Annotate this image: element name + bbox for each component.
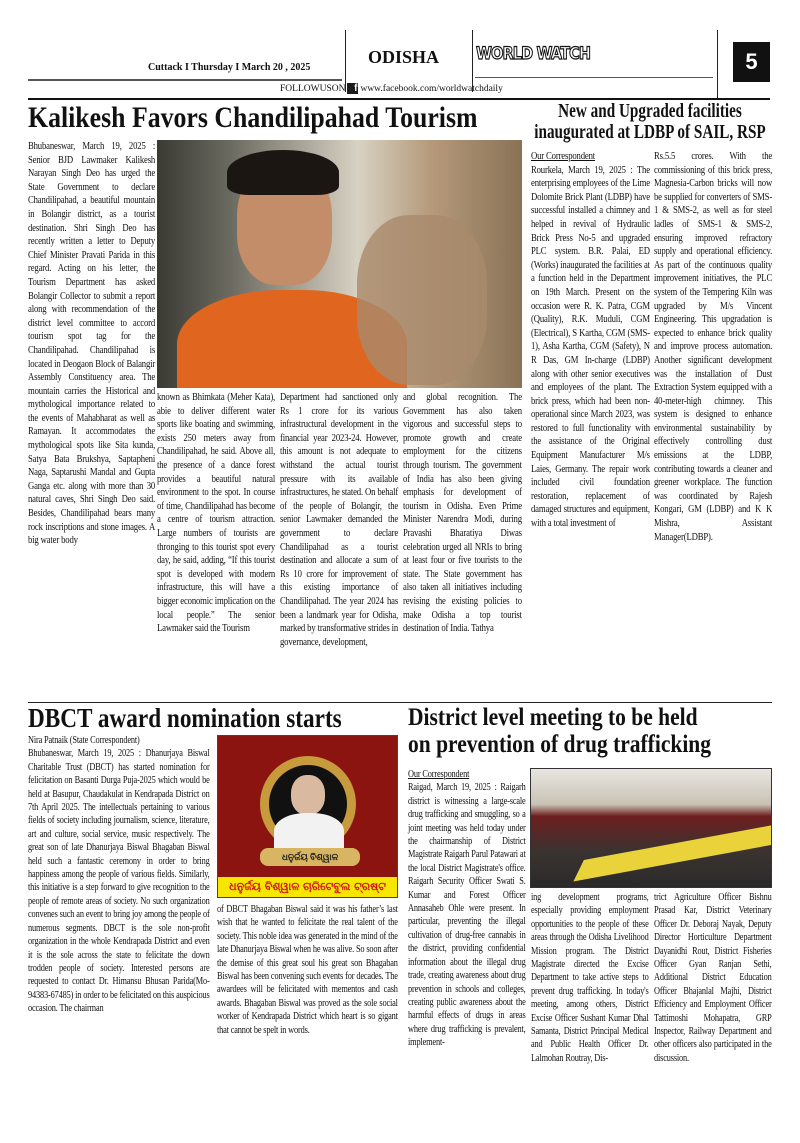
byline: Nira Patnaik (State Correspondent) [28, 735, 140, 746]
article-column [28, 734, 210, 1016]
section-title: ODISHA [368, 47, 440, 67]
article-column: Department had sanctioned only Rs 1 crore for its various infrastructural development in the financial year 2023-24. However, this amount is not adequate to withstand the actual tourist pressure with its available infrastructures, he stated. On behalf of the people of Bolangir, the senior Lawmaker demanded the government to declare Chandilipahad as a tourist destination and allocate a sum of Rs 10 crore for improvement of this existing importance of Chandilipahad. The year 2024 has been a landmark year for Odisha, marked by transformative strides in governance, development, [280, 392, 399, 648]
dateline: Cuttack I Thursday I March 20 , 2025 [148, 62, 311, 73]
byline: Our Correspondent [531, 151, 596, 162]
meeting-photo [530, 768, 772, 888]
headline-line: District level meeting to be held [408, 704, 698, 731]
article-column: of DBCT Bhagaban Biswal said it was his father’s last wish that he wanted to felicitate the real talent of the society. This noble idea was generated in the mind of the late Dhanurjaya Biswal when he was alive. So soon after the demise of this great soul his great son Bhagaban Biswal has been convening such events for decades. The awardees will be felicitated with mementos and cash awards. Bhagaban Biswal was proved as the sole social worker of Kendrapada District which heart is so gigant that cannot be spelt in words. [217, 904, 398, 1036]
portrait-frame [260, 756, 356, 852]
article-headline [408, 704, 760, 758]
article-column: Rs.5.5 crores. With the commissioning of this brick press, Magnesia-Carbon bricks will now be supplied for converters of SMS-1 & SMS-2, as well as for steel ladles of SMS-1 & SMS-2, ensuring improved refractory supply and operational efficiency. As part of the continuous quality improvement initiatives, the PLC system of the Tempering Kiln was upgraded by M/s Vincent Engineering. This upgradation is expected to enhance brick quality and improve process automation. Another significant development was the installation of Dust Extraction System equipped with a 40-meter-high chimney. This system is designed to enhance environmental sustainability by effectively controlling dust emissions at the LDBP, contributing towards a cleaner and greener workplace. The function was coordinated by Rajesh Kongari, GM (LDBP) and K K Mishra, Assistant Manager(LDBP). [654, 151, 773, 543]
article-column: Bhubaneswar, March 19, 2025 : Senior BJD Lawmaker Kalikesh Narayan Singh Deo has urged the State Government to declare Chandilipahad, a beautiful mountain in Bolangir district, as a tourist destination. Shri Singh Deo has recently written a letter to Deputy Chief Minister Pravati Parida in this regard. Acting on his letter, the Tourism Department has asked Bolangir Collector to submit a report along with recommendation of the district level committee to accord tourism spot tag for the Chandilipahad. Chandilipahad is located in Deogaon Block of Balangir Assembly Constituency area. The mountain carries the Historical and mythological importance related to the events of Mahabharat as well as Ramayan. It accommodates the mythological spots like Sita kunda, Satya Bata Brukshya, Saptapheni Naga, Saptarushi Mandal and Gupta Ganga etc. along with more than 30 natural caves, Shri Singh Deo said. Besides, Chandilipahad bears many rock inscriptions and stone images. A big water body [28, 141, 156, 547]
article-headline: DBCT award nomination starts [28, 703, 342, 733]
headline-line: New and Upgraded facilities [558, 100, 742, 122]
kalikesh-photo [157, 140, 522, 388]
article-column [408, 768, 526, 1050]
article-column: known as Bhimkata (Meher Kata), abie to deliver different water sports like boating and swimming, exists 250 meters away from Chandilipahad, he said. Above all, the presence of a dance forest provides a beautiful natural environment to the spot. In course of time, Chandilipahad has become a centre of tourism attraction. Large numbers of tourists are thronging to this tourist spot every day, he said, adding, “If this tourist spot is developed with modern infrastructure, this will have a bigger economic implication on the local people.” The senior Lawmaker said the Tourism [157, 392, 276, 635]
article-text: Bhubaneswar, March 19, 2025 : Dhanurjaya Biswal Charitable Trust (DBCT) has started nomination for felicitation on Basanti Durga Puja-2025 which would be held at Basupur, Chaudakulat in Kendrapada District on 7th April 2025. The intellectuals pertaining to various fields of society including journalism, science, literature, art and culture, social service, music respectively. The great son of late Dhanurjaya Biswal Bhagaban Biswal held such a fantastic ceremony in order to bring happiness among the people of various fields. Similarly, this initiative is a step forward to give recognition to the people of remote areas of society. No such organization convenes such an event to bring joy among the people of numerous segments. DBCT is the sole non-profit organization in the whole Kendrapada District and even it is the sole across the state to felicitate the down trodden people of society. Interested persons are requested to contact Dr. Himansu Bhusan Parida(Mo-94383-67485) in order to be felicitated on this auspicious occasion. The chairman [28, 748, 210, 1015]
article-text: Raigad, March 19, 2025 : Raigarh district is witnessing a large-scale drug trafficking and smuggling, so a joint meeting was held today under the chairmanship of District Magistrate Raigarh Parul Patawari at the local District Magistrate's office. Raigarh Security Officer Swati S. Kumar and Forest Officer Annasaheb Ohle were present. In particular, preventing the illegal cultivation of drug-free cannabis in the district, providing confidential information about the illegal drug trade, creating awareness about drug prevention in schools and colleges, creating public awareness about the harmful effects of drugs in areas where drug trafficking is prevalent, implement- [408, 782, 526, 1049]
article-text: Rourkela, March 19, 2025 : The enterprising employees of the Lime Dolomite Brick Plant (LDBP) have successful installed a chimney and helped in revival of Hydraulic Brick Press No-5 and upgraded PLC system. B.R. Palai, ED (Works) inaugurated the facilities at a function held in the Department on 19th March. Present on the occasion were R. K. Patra, CGM (Quality), R.K. Muduli, CGM (Electrical), S Kartha, CGM (SMS-1), Asha Kartha, CGM (Safety), N R Das, GM In-charge (LDBP) along with other senior executives and employees of the plant. The brick press, which had been non-operational since March 2023, was restored to full functionality with the assistance of the Original Equipment Manufacturer M/s Laies, Germany. The repair work included civil foundation restoration, replacement of damaged structures and equipment, with a total investment of [531, 164, 650, 530]
masthead-rule [475, 77, 713, 78]
article-headline: Kalikesh Favors Chandilipahad Tourism [28, 101, 478, 134]
dbct-banner-image [217, 735, 398, 898]
masthead-divider [717, 30, 718, 100]
article-column: ing development programs, especially providing employment opportunities to the people of these areas through the Odisha Livelihood Mission program. The District Magistrate directed the Excise Department to take active steps to prevent drug trafficking. In today's meeting, among others, District Excise Officer Sushant Kumar Dhal Samanta, District Principal Medical and Public Health Officer Dr. Lalmohan Routray, Dis- [531, 892, 649, 1064]
ribbon-label: ଧନୁର୍ଜୟ ବିଶ୍ୱାଳ [260, 848, 360, 866]
headline-line: on prevention of drug trafficking [408, 731, 712, 758]
follow-us [280, 83, 503, 94]
article-headline [528, 101, 772, 143]
facebook-icon: f [347, 83, 358, 94]
byline: Our Correspondent [408, 769, 470, 780]
facebook-link[interactable]: www.facebook.com/worldwatchdaily [360, 83, 503, 94]
masthead-rule [28, 79, 342, 81]
headline-line: inaugurated at LDBP of SAIL, RSP [534, 121, 766, 143]
article-column: and global recognition. The Government has also taken vigorous and successful steps to promote growth and create employment for the citizens through tourism. The government of India has also been giving emphasis for development of tourism in Odisha. Even Prime Minister Narendra Modi, during Pravashi Bharatiya Diwas celebration urged all NRIs to bring at least four or five tourists to the state. The State government has also taken all initiatives including revising the existing policies to make Odisha a top tourist destination of India. Tathya [403, 392, 522, 635]
follow-label: FOLLOWUSON [280, 83, 346, 94]
page-number: 5 [733, 42, 770, 82]
article-column: trict Agriculture Officer Bishnu Prasad Kar, District Veterinary Officer Dr. Deboraj Nayak, Deputy Director Horticulture Department Dayanidhi Rout, District Fisheries Officer Gyan Ranjan Sethi, Additional District Education Officer Bhajanlal Majhi, District Efficiency and Employment Officer Tattimoshi Mohapatra, GRP Inspector, Railway Department and other officers also participated in the discussion. [654, 892, 772, 1064]
trust-name-banner: ଧନୁର୍ଜୟ ବିଶ୍ୱାଳ ଚାରିଟେବୁଲ ଟ୍ରଷ୍ଟ [218, 877, 397, 897]
article-column [531, 150, 650, 531]
world-watch-logo: WORLD WATCH [476, 44, 591, 64]
